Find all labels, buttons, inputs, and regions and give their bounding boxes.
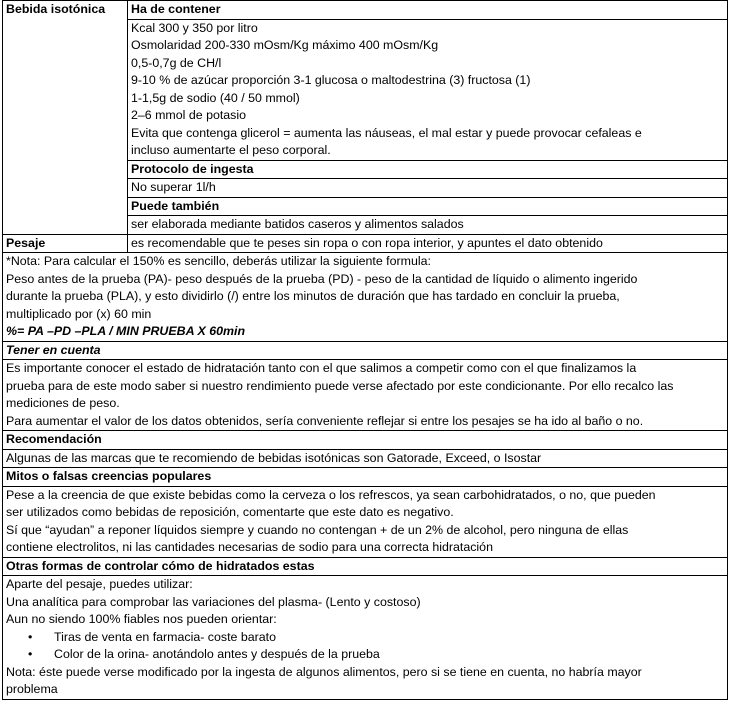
contener-line: Evita que contenga glicerol = aumenta las náuseas, el mal estar y puede provocar cefaleas e [131,125,642,140]
nota-cell [3,253,728,342]
otras-title: Otras formas de controlar cómo de hidratados estas [3,557,728,576]
recomendacion-text: Algunas de las marcas que te recomiendo de bebidas isotónicas son Gatorade, Exceed, o Isostar [3,449,728,468]
puede-title: Puede también [128,197,727,216]
mitos-body [3,486,728,557]
nota-row [3,253,728,342]
contener-title: Ha de contener [128,1,727,19]
mitos-line: Pese a la creencia de que existe bebidas como la cerveza o los refrescos, ya sean carbohidratados, o no, que pueden [6,487,656,502]
pesaje-row [3,234,728,253]
otras-nota-line: problema [6,682,58,696]
otras-intro-line: Aun no siendo 100% fiables nos pueden orientar: [6,612,277,626]
recomendacion-body-row [3,449,728,468]
tener-line: Es importante conocer el estado de hidratación tanto con el que salimos a competir como con el que finalizamos la [6,361,637,375]
mitos-title-row [3,468,728,487]
bullet-text: Color de la orina- anotándolo antes y después de la prueba [54,647,380,661]
protocolo-text: No superar 1l/h [128,179,727,198]
nota-line: durante la prueba (PLA), y esto dividirlo (/) entre los minutos de duración que has tardado en concluir la prueba, [6,289,620,303]
contener-line: incluso aumentarte el peso corporal. [131,143,331,157]
nota-line: multiplicado por (x) 60 min [6,306,152,321]
mitos-line: Sí que “ayudan” a reponer líquidos siempre y cuando no contengan + de un 2% de alcohol, pero ninguna de ellas [6,522,629,537]
pesaje-text: es recomendable que te peses sin ropa o con ropa interior, y apuntes el dato obtenido [128,234,728,253]
bullet-text: Tiras de venta en farmacia- coste barato [54,629,276,644]
contener-line: 9-10 % de azúcar proporción 3-1 glucosa o maltodestrina (3) fructosa (1) [131,73,531,87]
recomendacion-title-row [3,431,728,450]
otras-intro-line: Una analítica para comprobar las variaciones del plasma- (Lento y costoso) [6,594,421,609]
isotonic-info-table [2,0,728,700]
tener-line: mediciones de peso. [6,396,120,410]
contener-list [128,19,727,160]
otras-body [3,576,728,700]
formula: %= PA –PD –PLA / MIN PRUEBA X 60min [6,324,246,338]
document-table-container [2,0,728,700]
tener-body [3,360,728,431]
mitos-line: contiene electrolitos, ni las cantidades necesarias de sodio para una correcta hidratación [6,540,493,554]
otras-body-row [3,576,728,700]
bullet-item [6,646,724,664]
contener-line: Osmolaridad 200-330 mOsm/Kg máximo 400 mOsm/Kg [131,38,439,52]
nota-line: Peso antes de la prueba (PA)- peso después de la prueba (PD) - peso de la cantidad de líquido o alimento ingerido [6,271,638,286]
contener-line: 1-1,5g de sodio (40 / 50 mmol) [131,90,300,105]
mitos-title: Mitos o falsas creencias populares [3,468,728,487]
mitos-line: ser utilizados como bebidas de reposición, comentarte que este dato es negativo. [6,505,454,519]
bebida-inner-table [128,1,727,234]
tener-title-row [3,341,728,360]
contener-line: Kcal 300 y 350 por litro [131,20,258,35]
otras-title-row [3,557,728,576]
recomendacion-title: Recomendación [3,431,728,450]
tener-body-row [3,360,728,431]
contener-line: 2–6 mmol de potasio [131,108,247,122]
tener-title: Tener en cuenta [3,341,728,360]
bullet-item [6,629,724,647]
tener-line: prueba para de este modo saber si nuestro rendimiento puede verse afectado por este condicionante. Por ello recalco las [6,378,674,393]
tener-line: Para aumentar el valor de los datos obtenidos, sería conveniente reflejar si entre los pesajes se ha ido al baño o no. [6,413,644,428]
puede-text: ser elaborada mediante batidos caseros y alimentos salados [131,217,464,231]
otras-intro-line: Aparte del pesaje, puedes utilizar: [6,577,193,591]
pesaje-label: Pesaje [3,234,128,253]
bebida-label: Bebida isotónica [3,1,128,235]
nota-line: *Nota: Para calcular el 150% es sencillo, deberás utilizar la siguiente formula: [6,254,431,268]
mitos-body-row [3,486,728,557]
bebida-details-cell [128,1,728,235]
bebida-row [3,1,728,235]
otras-nota-line: Nota: éste puede verse modificado por la ingesta de algunos alimentos, pero si se tiene en cuenta, no habría mayor [6,664,642,679]
protocolo-title: Protocolo de ingesta [128,160,727,179]
contener-line: 0,5-0,7g de CH/l [131,55,222,70]
